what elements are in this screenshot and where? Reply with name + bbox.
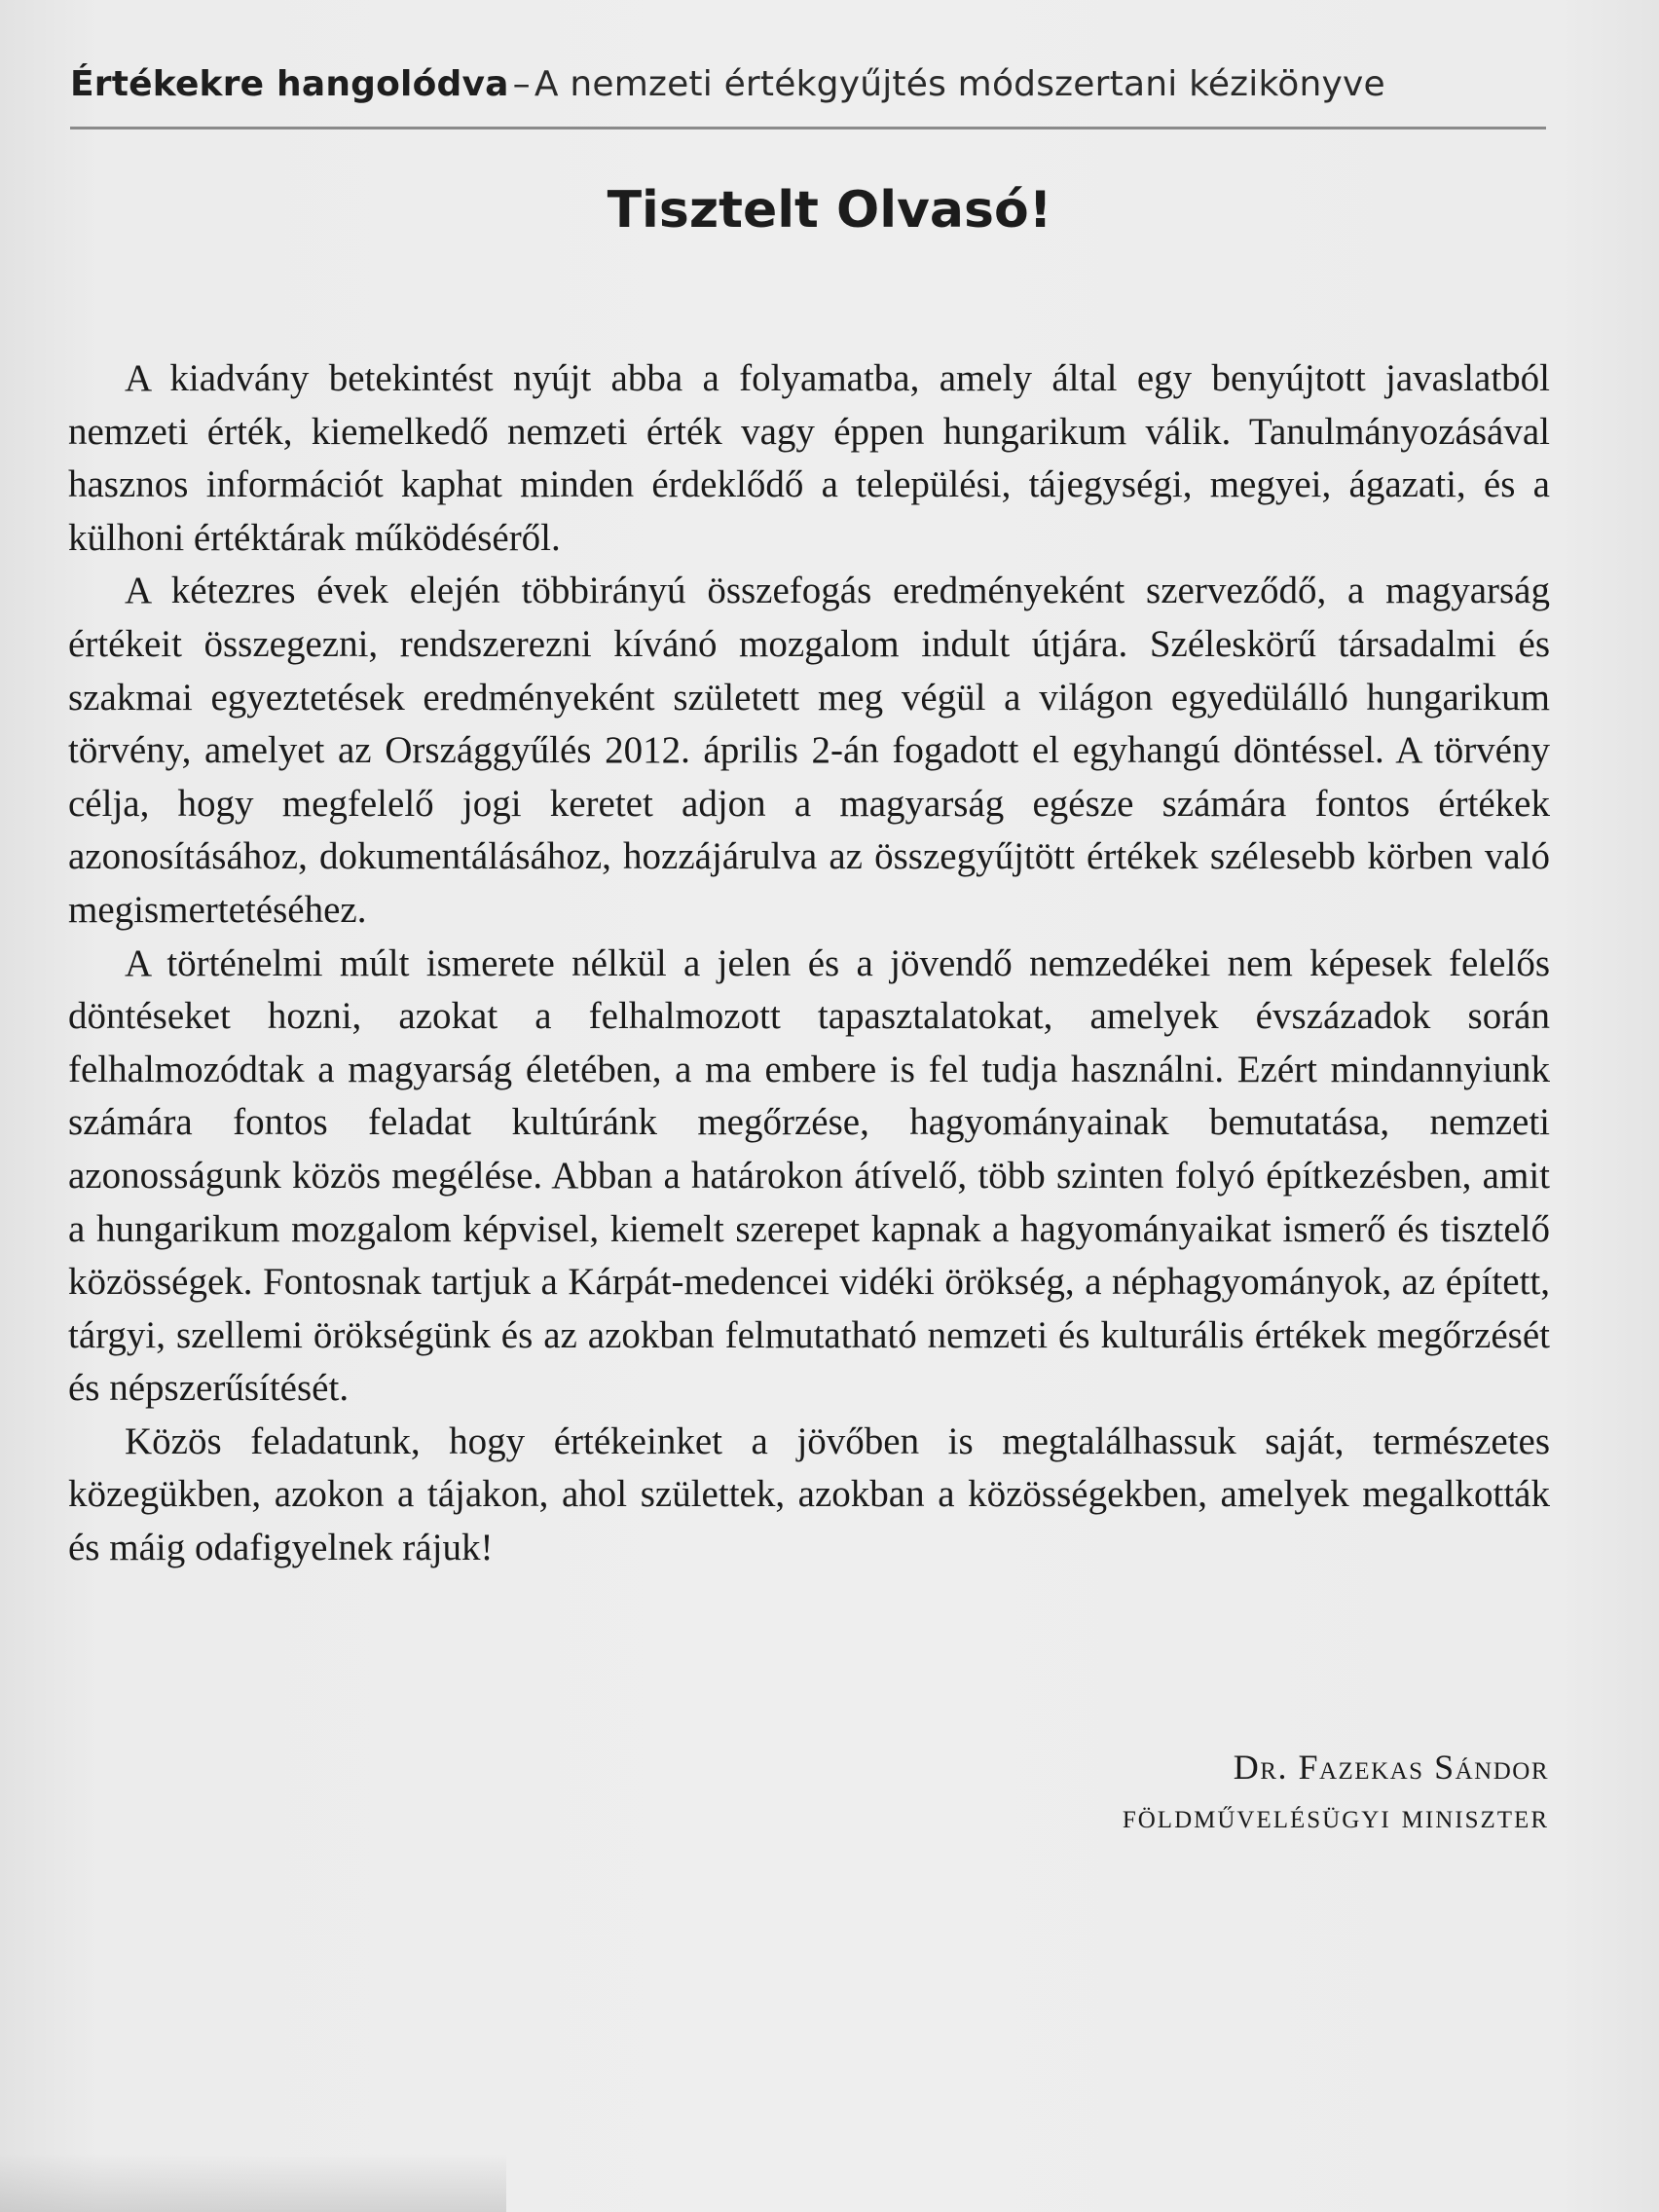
signature-block	[1123, 1743, 1549, 1840]
signatory-position: földművelésügyi miniszter	[1122, 1796, 1549, 1835]
page-title: Tisztelt Olvasó!	[607, 181, 1052, 240]
letter-body	[68, 352, 1550, 1575]
signatory-name: Dr. Fazekas Sándor	[1233, 1748, 1549, 1787]
header-divider	[70, 127, 1546, 129]
watermark-shadow	[0, 2154, 506, 2212]
running-head	[70, 64, 1546, 104]
book-subtitle: A nemzeti értékgyűjtés módszertani kézikönyve	[534, 64, 1385, 104]
paragraph: A történelmi múlt ismerete nélkül a jelen és a jövendő nemzedékei nem képesek felelős döntéseket hozni, azokat a felhalmozott tapasztalatokat, amelyek évszázadok során felhalmozódtak a magyarság életében, a ma embere is fel tudja használni. Ezért mindannyiunk számára fontos feladat kultúránk megőrzése, hagyományainak bemutatása, nemzeti azonosságunk közös megélése. Abban a határokon átívelő, több szinten folyó építkezésben, amit a hungarikum mozgalom képvisel, kiemelt szerepet kapnak a hagyományaikat ismerő és tisztelő közösségek. Fontosnak tartjuk a Kárpát-medencei vidéki örökség, a néphagyományok, az épített, tárgyi, szellemi örökségünk és az azokban felmutatható nemzeti és kulturális értékek megőrzését és népszerűsítését.	[68, 941, 1550, 1410]
book-title: Értékekre hangolódva	[70, 64, 509, 104]
paragraph: A kiadvány betekintést nyújt abba a folyamatba, amely által egy benyújtott javaslatból nemzeti érték, kiemelkedő nemzeti érték vagy éppen hungarikum válik. Tanulmányozásával hasznos információt kaphat minden érdeklődő a települési, tájegységi, megyei, ágazati, és a külhoni értéktárak működéséről.	[68, 357, 1550, 559]
paragraph: A kétezres évek elején többirányú összefogás eredményeként szerveződő, a magyarság értékeit összegezni, rendszerezni kívánó mozgalom indult útjára. Széleskörű társadalmi és szakmai egyeztetések eredményeként született meg végül a világon egyedülálló hungarikum törvény, amelyet az Országgyűlés 2012. április 2-án fogadott el egyhangú döntéssel. A törvény célja, hogy megfelelő jogi keretet adjon a magyarság egésze számára fontos értékek azonosításához, dokumentálásához, hozzájárulva az összegyűjtött értékek szélesebb körben való megismertetéséhez.	[68, 570, 1550, 931]
paragraph: Közös feladatunk, hogy értékeinket a jövőben is megtalálhassuk saját, természetes közegükben, azokon a tájakon, ahol születtek, azokban a közösségekben, amelyek megalkották és máig odafigyelnek rájuk!	[68, 1419, 1550, 1569]
running-head-separator: –	[512, 64, 531, 104]
